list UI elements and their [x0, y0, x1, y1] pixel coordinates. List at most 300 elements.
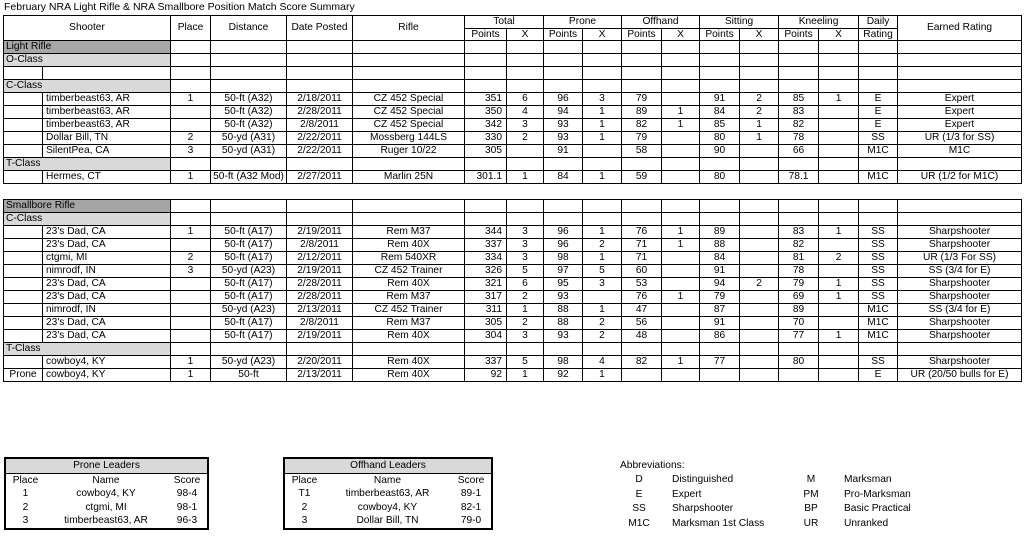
- leader-place: 2: [22, 501, 29, 513]
- date-posted: 2/28/2011: [287, 291, 353, 304]
- row-label: [4, 132, 43, 145]
- abbr-row: [620, 488, 954, 503]
- total-points: 337: [465, 239, 507, 252]
- empty-cell: [819, 343, 859, 356]
- kneeling-points: 82: [779, 239, 819, 252]
- row-label: [4, 119, 43, 132]
- daily-rating: SS: [859, 132, 898, 145]
- empty-cell: [779, 343, 819, 356]
- empty-cell: [507, 54, 544, 67]
- prone-x: 1: [583, 171, 622, 184]
- empty-cell: [662, 54, 700, 67]
- table-row: [4, 132, 1022, 145]
- empty-cell: [287, 67, 353, 80]
- prone-x: [583, 291, 622, 304]
- sitting-x: [740, 171, 779, 184]
- shooter-name: 23's Dad, CA: [43, 330, 171, 343]
- empty-cell: [859, 54, 898, 67]
- abbr-row: [620, 517, 954, 532]
- offhand-x: 1: [662, 106, 700, 119]
- kneeling-points: 82: [779, 119, 819, 132]
- col-kneeling: Kneeling: [779, 16, 859, 29]
- offhand-leaders-table: [283, 457, 493, 530]
- sitting-points: 79: [700, 291, 740, 304]
- empty-cell: [507, 80, 544, 93]
- shooter-name: Hermes, CT: [43, 171, 171, 184]
- section-header: Light Rifle: [4, 41, 171, 54]
- empty-cell: [465, 158, 507, 171]
- total-x: 3: [507, 119, 544, 132]
- empty-cell: [622, 54, 662, 67]
- kneeling-points: [779, 369, 819, 382]
- distance: 50-ft (A17): [211, 226, 287, 239]
- empty-cell: [211, 343, 287, 356]
- total-points: 344: [465, 226, 507, 239]
- sitting-x: [740, 145, 779, 158]
- empty-cell: [43, 67, 171, 80]
- class-header-row: [4, 80, 1022, 93]
- distance: 50-ft (A17): [211, 239, 287, 252]
- prone-leaders-place-header: Place: [12, 474, 39, 486]
- total-x: 5: [507, 265, 544, 278]
- distance: 50-ft (A32): [211, 119, 287, 132]
- empty-cell: [700, 80, 740, 93]
- leader-place: 3: [22, 515, 29, 526]
- col-offhand: Offhand: [622, 16, 700, 29]
- kneeling-points: 83: [779, 226, 819, 239]
- table-row: [4, 226, 1022, 239]
- kneeling-points: 70: [779, 317, 819, 330]
- sitting-x: [740, 239, 779, 252]
- offhand-points: 48: [622, 330, 662, 343]
- date-posted: 2/12/2011: [287, 252, 353, 265]
- date-posted: 2/28/2011: [287, 278, 353, 291]
- empty-cell: [819, 41, 859, 54]
- kneeling-x: [819, 304, 859, 317]
- leader-place: T1: [298, 488, 311, 499]
- empty-cell: [700, 41, 740, 54]
- empty-cell: [211, 200, 287, 213]
- empty-cell: [622, 158, 662, 171]
- distance: 50-ft (A32): [211, 93, 287, 106]
- row-label: [4, 330, 43, 343]
- prone-points: 88: [544, 317, 583, 330]
- empty-cell: [465, 200, 507, 213]
- sitting-points: 91: [700, 93, 740, 106]
- prone-x: 1: [583, 226, 622, 239]
- sitting-points: 84: [700, 106, 740, 119]
- offhand-x: [662, 252, 700, 265]
- daily-rating: SS: [859, 278, 898, 291]
- empty-cell: [211, 158, 287, 171]
- prone-x: 1: [583, 106, 622, 119]
- offhand-x: [662, 304, 700, 317]
- distance: 50-ft (A32): [211, 106, 287, 119]
- total-points: 321: [465, 278, 507, 291]
- empty-cell: [898, 213, 1022, 226]
- empty-cell: [779, 67, 819, 80]
- sitting-points: 84: [700, 252, 740, 265]
- col-x: X: [583, 29, 622, 41]
- row-label: [4, 317, 43, 330]
- class-header: O-Class: [4, 54, 171, 67]
- col-date-posted: Date Posted: [287, 16, 353, 41]
- empty-cell: [544, 158, 583, 171]
- empty-cell: [819, 54, 859, 67]
- date-posted: 2/27/2011: [287, 171, 353, 184]
- prone-points: 91: [544, 145, 583, 158]
- abbr-code: M: [806, 474, 816, 485]
- abbreviations-title: Abbreviations:: [620, 460, 685, 471]
- empty-cell: [4, 67, 43, 80]
- abbr-row: [620, 502, 954, 517]
- empty-cell: [740, 41, 779, 54]
- table-row: [4, 119, 1022, 132]
- daily-rating: M1C: [859, 317, 898, 330]
- section-header: Smallbore Rifle: [4, 200, 171, 213]
- abbr-desc: Marksman: [844, 474, 892, 485]
- abbr-code: UR: [803, 517, 819, 529]
- kneeling-x: 1: [819, 291, 859, 304]
- leader-score: 89-1: [460, 488, 482, 499]
- offhand-points: 89: [622, 106, 662, 119]
- sitting-x: 1: [740, 119, 779, 132]
- leader-score: 82-1: [460, 501, 482, 513]
- offhand-points: 56: [622, 317, 662, 330]
- empty-cell: [859, 200, 898, 213]
- offhand-points: 71: [622, 252, 662, 265]
- prone-x: 1: [583, 119, 622, 132]
- empty-cell: [740, 54, 779, 67]
- prone-points: 96: [544, 93, 583, 106]
- daily-rating: E: [859, 369, 898, 382]
- kneeling-x: 1: [819, 278, 859, 291]
- table-row: [4, 145, 1022, 158]
- shooter-name: nimrodf, IN: [43, 304, 171, 317]
- total-x: [507, 145, 544, 158]
- leader-name: cowboy4, KY: [76, 488, 136, 499]
- shooter-name: timberbeast63, AR: [43, 106, 171, 119]
- leader-score: 96-3: [176, 515, 198, 526]
- prone-points: 93: [544, 291, 583, 304]
- shooter-name: timberbeast63, AR: [43, 93, 171, 106]
- daily-rating: E: [859, 106, 898, 119]
- empty-cell: [465, 80, 507, 93]
- kneeling-x: [819, 265, 859, 278]
- prone-points: 98: [544, 356, 583, 369]
- place: 1: [171, 226, 211, 239]
- leader-name: Dollar Bill, TN: [356, 515, 419, 526]
- sitting-x: [740, 265, 779, 278]
- empty-cell: [779, 80, 819, 93]
- class-header-row: [4, 54, 1022, 67]
- offhand-points: 82: [622, 119, 662, 132]
- prone-points: 84: [544, 171, 583, 184]
- rifle: Rem 40X: [353, 356, 465, 369]
- class-header-row: [4, 213, 1022, 226]
- kneeling-x: 2: [819, 252, 859, 265]
- offhand-x: [662, 265, 700, 278]
- earned-rating: UR (1/3 For SS): [898, 252, 1022, 265]
- row-label: [4, 171, 43, 184]
- empty-cell: [507, 200, 544, 213]
- empty-cell: [211, 41, 287, 54]
- rifle: CZ 452 Special: [353, 119, 465, 132]
- offhand-x: 1: [662, 239, 700, 252]
- class-header: C-Class: [4, 213, 171, 226]
- col-x: X: [740, 29, 779, 41]
- sitting-x: [740, 304, 779, 317]
- kneeling-x: [819, 106, 859, 119]
- earned-rating: M1C: [898, 145, 1022, 158]
- empty-cell: [211, 54, 287, 67]
- rifle: CZ 452 Trainer: [353, 304, 465, 317]
- place: [171, 291, 211, 304]
- earned-rating: SS (3/4 for E): [898, 304, 1022, 317]
- table-row: [284, 501, 492, 515]
- score-table: [3, 15, 1022, 382]
- offhand-points: [622, 369, 662, 382]
- daily-rating: SS: [859, 265, 898, 278]
- earned-rating: Expert: [898, 119, 1022, 132]
- empty-cell: [171, 213, 211, 226]
- offhand-points: 76: [622, 291, 662, 304]
- total-x: 1: [507, 171, 544, 184]
- sitting-points: 77: [700, 356, 740, 369]
- sitting-points: 85: [700, 119, 740, 132]
- empty-cell: [898, 158, 1022, 171]
- row-label: [4, 252, 43, 265]
- empty-cell: [700, 54, 740, 67]
- table-row: [5, 487, 208, 501]
- empty-cell: [544, 343, 583, 356]
- earned-rating: UR (1/3 for SS): [898, 132, 1022, 145]
- empty-cell: [583, 41, 622, 54]
- offhand-x: [662, 317, 700, 330]
- rifle: CZ 452 Special: [353, 93, 465, 106]
- total-x: 4: [507, 106, 544, 119]
- empty-cell: [662, 41, 700, 54]
- total-points: 311: [465, 304, 507, 317]
- rifle: CZ 452 Trainer: [353, 265, 465, 278]
- earned-rating: Expert: [898, 93, 1022, 106]
- col-daily: Daily: [859, 16, 898, 29]
- abbr-desc: Pro-Marksman: [844, 488, 911, 500]
- prone-x: 3: [583, 93, 622, 106]
- prone-points: 96: [544, 239, 583, 252]
- table-row: [4, 356, 1022, 369]
- total-points: 351: [465, 93, 507, 106]
- empty-cell: [287, 41, 353, 54]
- shooter-name: timberbeast63, AR: [43, 119, 171, 132]
- sitting-x: [740, 226, 779, 239]
- kneeling-x: [819, 239, 859, 252]
- col-x: X: [819, 29, 859, 41]
- col-rating: Rating: [859, 29, 898, 41]
- empty-cell: [507, 343, 544, 356]
- offhand-leaders-name-header: Name: [373, 474, 402, 486]
- table-row: [4, 171, 1022, 184]
- place: 2: [171, 252, 211, 265]
- empty-cell: [779, 41, 819, 54]
- abbr-code: E: [635, 488, 643, 500]
- empty-cell: [353, 200, 465, 213]
- kneeling-x: [819, 369, 859, 382]
- empty-cell: [662, 213, 700, 226]
- sitting-x: [740, 330, 779, 343]
- prone-x: 4: [583, 356, 622, 369]
- empty-cell: [211, 67, 287, 80]
- empty-cell: [544, 80, 583, 93]
- table-row: [4, 252, 1022, 265]
- rifle: Rem M37: [353, 226, 465, 239]
- prone-points: 98: [544, 252, 583, 265]
- shooter-name: 23's Dad, CA: [43, 278, 171, 291]
- empty-cell: [662, 67, 700, 80]
- table-row: [284, 514, 492, 529]
- empty-cell: [287, 54, 353, 67]
- kneeling-points: 69: [779, 291, 819, 304]
- total-points: 334: [465, 252, 507, 265]
- sitting-points: 89: [700, 226, 740, 239]
- empty-cell: [859, 80, 898, 93]
- abbr-row: [620, 473, 954, 488]
- empty-cell: [622, 213, 662, 226]
- total-x: 2: [507, 317, 544, 330]
- empty-cell: [211, 80, 287, 93]
- abbr-desc: Expert: [672, 488, 702, 500]
- empty-cell: [353, 54, 465, 67]
- offhand-x: [662, 330, 700, 343]
- offhand-points: 71: [622, 239, 662, 252]
- leader-score: 79-0: [460, 515, 482, 526]
- prone-points: 93: [544, 330, 583, 343]
- empty-cell: [740, 213, 779, 226]
- place: 2: [171, 132, 211, 145]
- empty-cell: [583, 213, 622, 226]
- daily-rating: SS: [859, 291, 898, 304]
- rifle: CZ 452 Special: [353, 106, 465, 119]
- col-points: Points: [544, 29, 583, 41]
- empty-cell: [171, 54, 211, 67]
- daily-rating: SS: [859, 252, 898, 265]
- earned-rating: Sharpshooter: [898, 317, 1022, 330]
- empty-cell: [353, 41, 465, 54]
- abbr-desc: Unranked: [844, 517, 889, 529]
- empty-cell: [700, 213, 740, 226]
- prone-points: 96: [544, 226, 583, 239]
- empty-cell: [353, 67, 465, 80]
- page-title: February NRA Light Rifle & NRA Smallbore Position Match Score Summary: [4, 1, 355, 13]
- daily-rating: E: [859, 93, 898, 106]
- empty-cell: [171, 158, 211, 171]
- sitting-x: 2: [740, 106, 779, 119]
- shooter-name: ctgmi, MI: [43, 252, 171, 265]
- date-posted: 2/8/2011: [287, 119, 353, 132]
- empty-cell: [211, 213, 287, 226]
- empty-cell: [740, 343, 779, 356]
- gap-cell: [4, 184, 1022, 200]
- empty-cell: [465, 213, 507, 226]
- empty-cell: [662, 80, 700, 93]
- leader-name: cowboy4, KY: [357, 501, 418, 513]
- kneeling-x: [819, 119, 859, 132]
- total-points: 317: [465, 291, 507, 304]
- sitting-x: [740, 356, 779, 369]
- row-label: [4, 93, 43, 106]
- prone-x: 2: [583, 239, 622, 252]
- kneeling-points: 66: [779, 145, 819, 158]
- prone-x: 5: [583, 265, 622, 278]
- distance: 50-yd (A31): [211, 132, 287, 145]
- empty-cell: [353, 213, 465, 226]
- empty-cell: [779, 213, 819, 226]
- kneeling-points: 81: [779, 252, 819, 265]
- prone-points: 88: [544, 304, 583, 317]
- daily-rating: M1C: [859, 145, 898, 158]
- place: [171, 304, 211, 317]
- date-posted: 2/20/2011: [287, 356, 353, 369]
- empty-cell: [898, 343, 1022, 356]
- empty-cell: [287, 343, 353, 356]
- empty-cell: [819, 200, 859, 213]
- earned-rating: Sharpshooter: [898, 356, 1022, 369]
- table-row: [5, 501, 208, 515]
- empty-cell: [622, 200, 662, 213]
- place: 1: [171, 171, 211, 184]
- sitting-points: 90: [700, 145, 740, 158]
- table-row: [4, 369, 1022, 382]
- sitting-x: [740, 317, 779, 330]
- total-x: 5: [507, 356, 544, 369]
- empty-cell: [898, 80, 1022, 93]
- class-header: C-Class: [4, 80, 171, 93]
- abbr-code: SS: [632, 503, 646, 514]
- total-x: 3: [507, 330, 544, 343]
- shooter-name: cowboy4, KY: [43, 369, 171, 382]
- rifle: Marlin 25N: [353, 171, 465, 184]
- place: [171, 106, 211, 119]
- rifle: Rem M37: [353, 317, 465, 330]
- row-label: [4, 226, 43, 239]
- offhand-leaders-score-header: Score: [457, 474, 485, 486]
- empty-cell: [662, 158, 700, 171]
- kneeling-x: [819, 317, 859, 330]
- col-total: Total: [465, 16, 544, 29]
- empty-cell: [544, 41, 583, 54]
- abbreviations-legend: [620, 459, 954, 531]
- rifle: Mossberg 144LS: [353, 132, 465, 145]
- empty-cell: [898, 54, 1022, 67]
- distance: 50-ft (A17): [211, 291, 287, 304]
- daily-rating: M1C: [859, 171, 898, 184]
- place: 1: [171, 93, 211, 106]
- total-points: 304: [465, 330, 507, 343]
- offhand-points: 79: [622, 132, 662, 145]
- empty-cell: [583, 158, 622, 171]
- empty-cell: [779, 158, 819, 171]
- row-label: [4, 356, 43, 369]
- empty-cell: [819, 158, 859, 171]
- col-place: Place: [171, 16, 211, 41]
- total-x: 2: [507, 132, 544, 145]
- row-label: [4, 239, 43, 252]
- col-rifle: Rifle: [353, 16, 465, 41]
- kneeling-points: 77: [779, 330, 819, 343]
- empty-cell: [287, 200, 353, 213]
- table-row: [4, 278, 1022, 291]
- empty-cell: [465, 41, 507, 54]
